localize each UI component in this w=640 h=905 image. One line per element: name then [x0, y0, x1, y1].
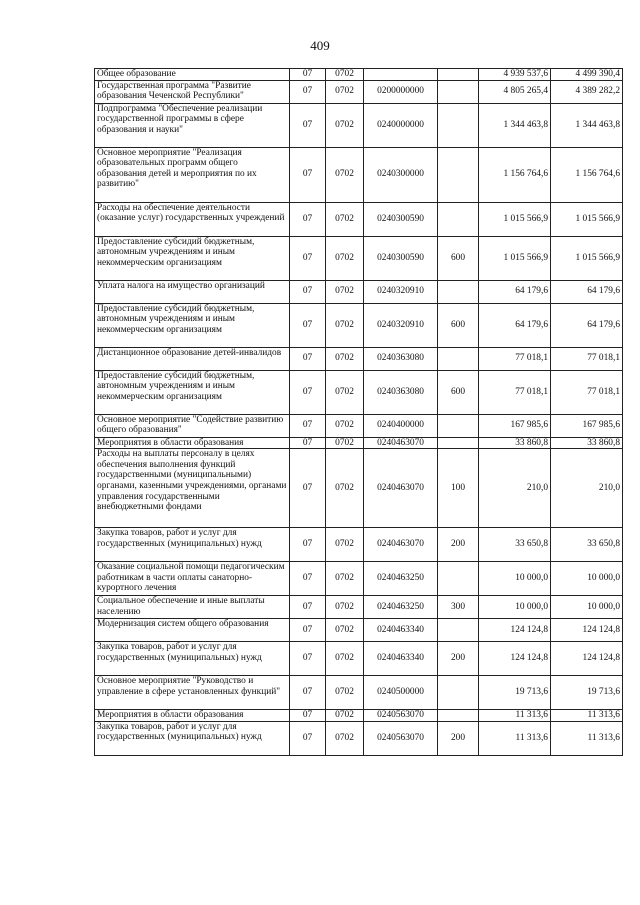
- expense-type-code: 600: [438, 303, 479, 347]
- expense-type-code: [438, 202, 479, 236]
- expense-type-code: [438, 147, 479, 202]
- target-code: 0200000000: [364, 80, 438, 103]
- subsection-code: 0702: [326, 437, 364, 449]
- amount-year-2: 11 313,6: [551, 721, 623, 755]
- subsection-code: 0702: [326, 642, 364, 676]
- table-row: [95, 437, 623, 449]
- amount-year-2: 167 985,6: [551, 414, 623, 437]
- amount-year-2: 10 000,0: [551, 562, 623, 596]
- section-code: 07: [290, 676, 326, 710]
- item-name: Общее образование: [95, 69, 290, 81]
- expense-type-code: [438, 562, 479, 596]
- section-code: 07: [290, 147, 326, 202]
- amount-year-2: 124 124,8: [551, 619, 623, 642]
- expense-type-code: 300: [438, 596, 479, 619]
- amount-year-2: 33 860,8: [551, 437, 623, 449]
- section-code: 07: [290, 528, 326, 562]
- target-code: 0240500000: [364, 676, 438, 710]
- amount-year-1: 64 179,6: [479, 303, 551, 347]
- item-name: Основное мероприятие "Реализация образовательных программ общего образования детей и мероприятия по их развитию": [95, 147, 290, 202]
- subsection-code: 0702: [326, 414, 364, 437]
- table-row: [95, 710, 623, 722]
- target-code: 0240463070: [364, 449, 438, 528]
- amount-year-1: 124 124,8: [479, 619, 551, 642]
- section-code: 07: [290, 414, 326, 437]
- expense-type-code: 600: [438, 370, 479, 414]
- target-code: 0240320910: [364, 303, 438, 347]
- target-code: 0240463340: [364, 642, 438, 676]
- item-name: Основное мероприятие "Руководство и управление в сфере установленных функций": [95, 676, 290, 710]
- section-code: 07: [290, 562, 326, 596]
- subsection-code: 0702: [326, 69, 364, 81]
- amount-year-1: 1 344 463,8: [479, 103, 551, 147]
- item-name: Дистанционное образование детей-инвалидов: [95, 347, 290, 370]
- target-code: 0240463070: [364, 437, 438, 449]
- expense-type-code: 200: [438, 528, 479, 562]
- section-code: 07: [290, 303, 326, 347]
- table-row: [95, 147, 623, 202]
- budget-table-body: [95, 69, 623, 756]
- table-row: [95, 449, 623, 528]
- amount-year-1: 77 018,1: [479, 347, 551, 370]
- expense-type-code: [438, 437, 479, 449]
- target-code: 0240463250: [364, 562, 438, 596]
- amount-year-1: 1 015 566,9: [479, 236, 551, 280]
- amount-year-2: 4 499 390,4: [551, 69, 623, 81]
- subsection-code: 0702: [326, 562, 364, 596]
- subsection-code: 0702: [326, 676, 364, 710]
- section-code: 07: [290, 619, 326, 642]
- target-code: 0240320910: [364, 280, 438, 303]
- amount-year-2: 10 000,0: [551, 596, 623, 619]
- amount-year-1: 19 713,6: [479, 676, 551, 710]
- subsection-code: 0702: [326, 103, 364, 147]
- table-row: [95, 303, 623, 347]
- table-row: [95, 414, 623, 437]
- expense-type-code: [438, 103, 479, 147]
- target-code: 0240463250: [364, 596, 438, 619]
- section-code: 07: [290, 449, 326, 528]
- section-code: 07: [290, 280, 326, 303]
- amount-year-2: 124 124,8: [551, 642, 623, 676]
- section-code: 07: [290, 721, 326, 755]
- item-name: Государственная программа "Развитие образования Чеченской Республики": [95, 80, 290, 103]
- amount-year-1: 167 985,6: [479, 414, 551, 437]
- expense-type-code: 600: [438, 236, 479, 280]
- amount-year-1: 77 018,1: [479, 370, 551, 414]
- budget-table: [94, 68, 623, 756]
- amount-year-1: 10 000,0: [479, 596, 551, 619]
- item-name: Оказание социальной помощи педагогическим работникам в части оплаты санаторно-курортного лечения: [95, 562, 290, 596]
- item-name: Уплата налога на имущество организаций: [95, 280, 290, 303]
- section-code: 07: [290, 710, 326, 722]
- amount-year-1: 4 939 537,6: [479, 69, 551, 81]
- item-name: Закупка товаров, работ и услуг для государственных (муниципальных) нужд: [95, 721, 290, 755]
- table-row: [95, 80, 623, 103]
- section-code: 07: [290, 370, 326, 414]
- amount-year-2: 64 179,6: [551, 280, 623, 303]
- expense-type-code: 200: [438, 642, 479, 676]
- table-row: [95, 642, 623, 676]
- item-name: Предоставление субсидий бюджетным, автономным учреждениям и иным некоммерческим организациям: [95, 303, 290, 347]
- target-code: 0240300000: [364, 147, 438, 202]
- item-name: Расходы на обеспечение деятельности (оказание услуг) государственных учреждений: [95, 202, 290, 236]
- amount-year-1: 33 650,8: [479, 528, 551, 562]
- section-code: 07: [290, 236, 326, 280]
- table-row: [95, 202, 623, 236]
- item-name: Модернизация систем общего образования: [95, 619, 290, 642]
- amount-year-1: 11 313,6: [479, 721, 551, 755]
- amount-year-2: 1 015 566,9: [551, 202, 623, 236]
- amount-year-1: 33 860,8: [479, 437, 551, 449]
- amount-year-2: 1 344 463,8: [551, 103, 623, 147]
- expense-type-code: [438, 347, 479, 370]
- item-name: Основное мероприятие "Содействие развитию общего образования": [95, 414, 290, 437]
- amount-year-1: 64 179,6: [479, 280, 551, 303]
- target-code: 0240300590: [364, 202, 438, 236]
- target-code: 0240400000: [364, 414, 438, 437]
- subsection-code: 0702: [326, 347, 364, 370]
- amount-year-2: 1 015 566,9: [551, 236, 623, 280]
- target-code: [364, 69, 438, 81]
- item-name: Закупка товаров, работ и услуг для государственных (муниципальных) нужд: [95, 528, 290, 562]
- amount-year-1: 1 156 764,6: [479, 147, 551, 202]
- subsection-code: 0702: [326, 202, 364, 236]
- table-row: [95, 280, 623, 303]
- amount-year-1: 4 805 265,4: [479, 80, 551, 103]
- subsection-code: 0702: [326, 236, 364, 280]
- expense-type-code: [438, 710, 479, 722]
- subsection-code: 0702: [326, 280, 364, 303]
- table-row: [95, 236, 623, 280]
- amount-year-1: 1 015 566,9: [479, 202, 551, 236]
- amount-year-1: 210,0: [479, 449, 551, 528]
- amount-year-2: 77 018,1: [551, 370, 623, 414]
- amount-year-1: 11 313,6: [479, 710, 551, 722]
- section-code: 07: [290, 642, 326, 676]
- expense-type-code: [438, 676, 479, 710]
- amount-year-2: 210,0: [551, 449, 623, 528]
- amount-year-2: 64 179,6: [551, 303, 623, 347]
- item-name: Расходы на выплаты персоналу в целях обеспечения выполнения функций государственными (муниципальными) органами, казенными учреждениями, органами управления государственными внебюджетными фондами: [95, 449, 290, 528]
- expense-type-code: [438, 69, 479, 81]
- subsection-code: 0702: [326, 80, 364, 103]
- subsection-code: 0702: [326, 370, 364, 414]
- table-row: [95, 596, 623, 619]
- page-number: 409: [310, 38, 330, 53]
- amount-year-2: 19 713,6: [551, 676, 623, 710]
- table-row: [95, 619, 623, 642]
- table-row: [95, 69, 623, 81]
- subsection-code: 0702: [326, 596, 364, 619]
- amount-year-2: 11 313,6: [551, 710, 623, 722]
- item-name: Мероприятия в области образования: [95, 437, 290, 449]
- subsection-code: 0702: [326, 528, 364, 562]
- item-name: Подпрограмма "Обеспечение реализации государственной программы в сфере образования и науки": [95, 103, 290, 147]
- expense-type-code: [438, 619, 479, 642]
- expense-type-code: [438, 280, 479, 303]
- section-code: 07: [290, 69, 326, 81]
- table-row: [95, 528, 623, 562]
- item-name: Мероприятия в области образования: [95, 710, 290, 722]
- amount-year-2: 33 650,8: [551, 528, 623, 562]
- expense-type-code: [438, 80, 479, 103]
- amount-year-2: 1 156 764,6: [551, 147, 623, 202]
- amount-year-2: 4 389 282,2: [551, 80, 623, 103]
- subsection-code: 0702: [326, 449, 364, 528]
- section-code: 07: [290, 202, 326, 236]
- subsection-code: 0702: [326, 147, 364, 202]
- table-row: [95, 347, 623, 370]
- target-code: 0240363080: [364, 347, 438, 370]
- item-name: Предоставление субсидий бюджетным, автономным учреждениям и иным некоммерческим организациям: [95, 236, 290, 280]
- section-code: 07: [290, 347, 326, 370]
- item-name: Закупка товаров, работ и услуг для государственных (муниципальных) нужд: [95, 642, 290, 676]
- table-row: [95, 721, 623, 755]
- amount-year-1: 10 000,0: [479, 562, 551, 596]
- expense-type-code: 100: [438, 449, 479, 528]
- expense-type-code: [438, 414, 479, 437]
- target-code: 0240363080: [364, 370, 438, 414]
- section-code: 07: [290, 103, 326, 147]
- target-code: 0240300590: [364, 236, 438, 280]
- subsection-code: 0702: [326, 721, 364, 755]
- item-name: Социальное обеспечение и иные выплаты населению: [95, 596, 290, 619]
- table-row: [95, 676, 623, 710]
- table-row: [95, 370, 623, 414]
- amount-year-1: 124 124,8: [479, 642, 551, 676]
- subsection-code: 0702: [326, 619, 364, 642]
- section-code: 07: [290, 437, 326, 449]
- subsection-code: 0702: [326, 303, 364, 347]
- table-row: [95, 562, 623, 596]
- target-code: 0240563070: [364, 710, 438, 722]
- amount-year-2: 77 018,1: [551, 347, 623, 370]
- target-code: 0240000000: [364, 103, 438, 147]
- item-name: Предоставление субсидий бюджетным, автономным учреждениям и иным некоммерческим организациям: [95, 370, 290, 414]
- target-code: 0240463340: [364, 619, 438, 642]
- target-code: 0240463070: [364, 528, 438, 562]
- section-code: 07: [290, 596, 326, 619]
- section-code: 07: [290, 80, 326, 103]
- table-row: [95, 103, 623, 147]
- target-code: 0240563070: [364, 721, 438, 755]
- subsection-code: 0702: [326, 710, 364, 722]
- expense-type-code: 200: [438, 721, 479, 755]
